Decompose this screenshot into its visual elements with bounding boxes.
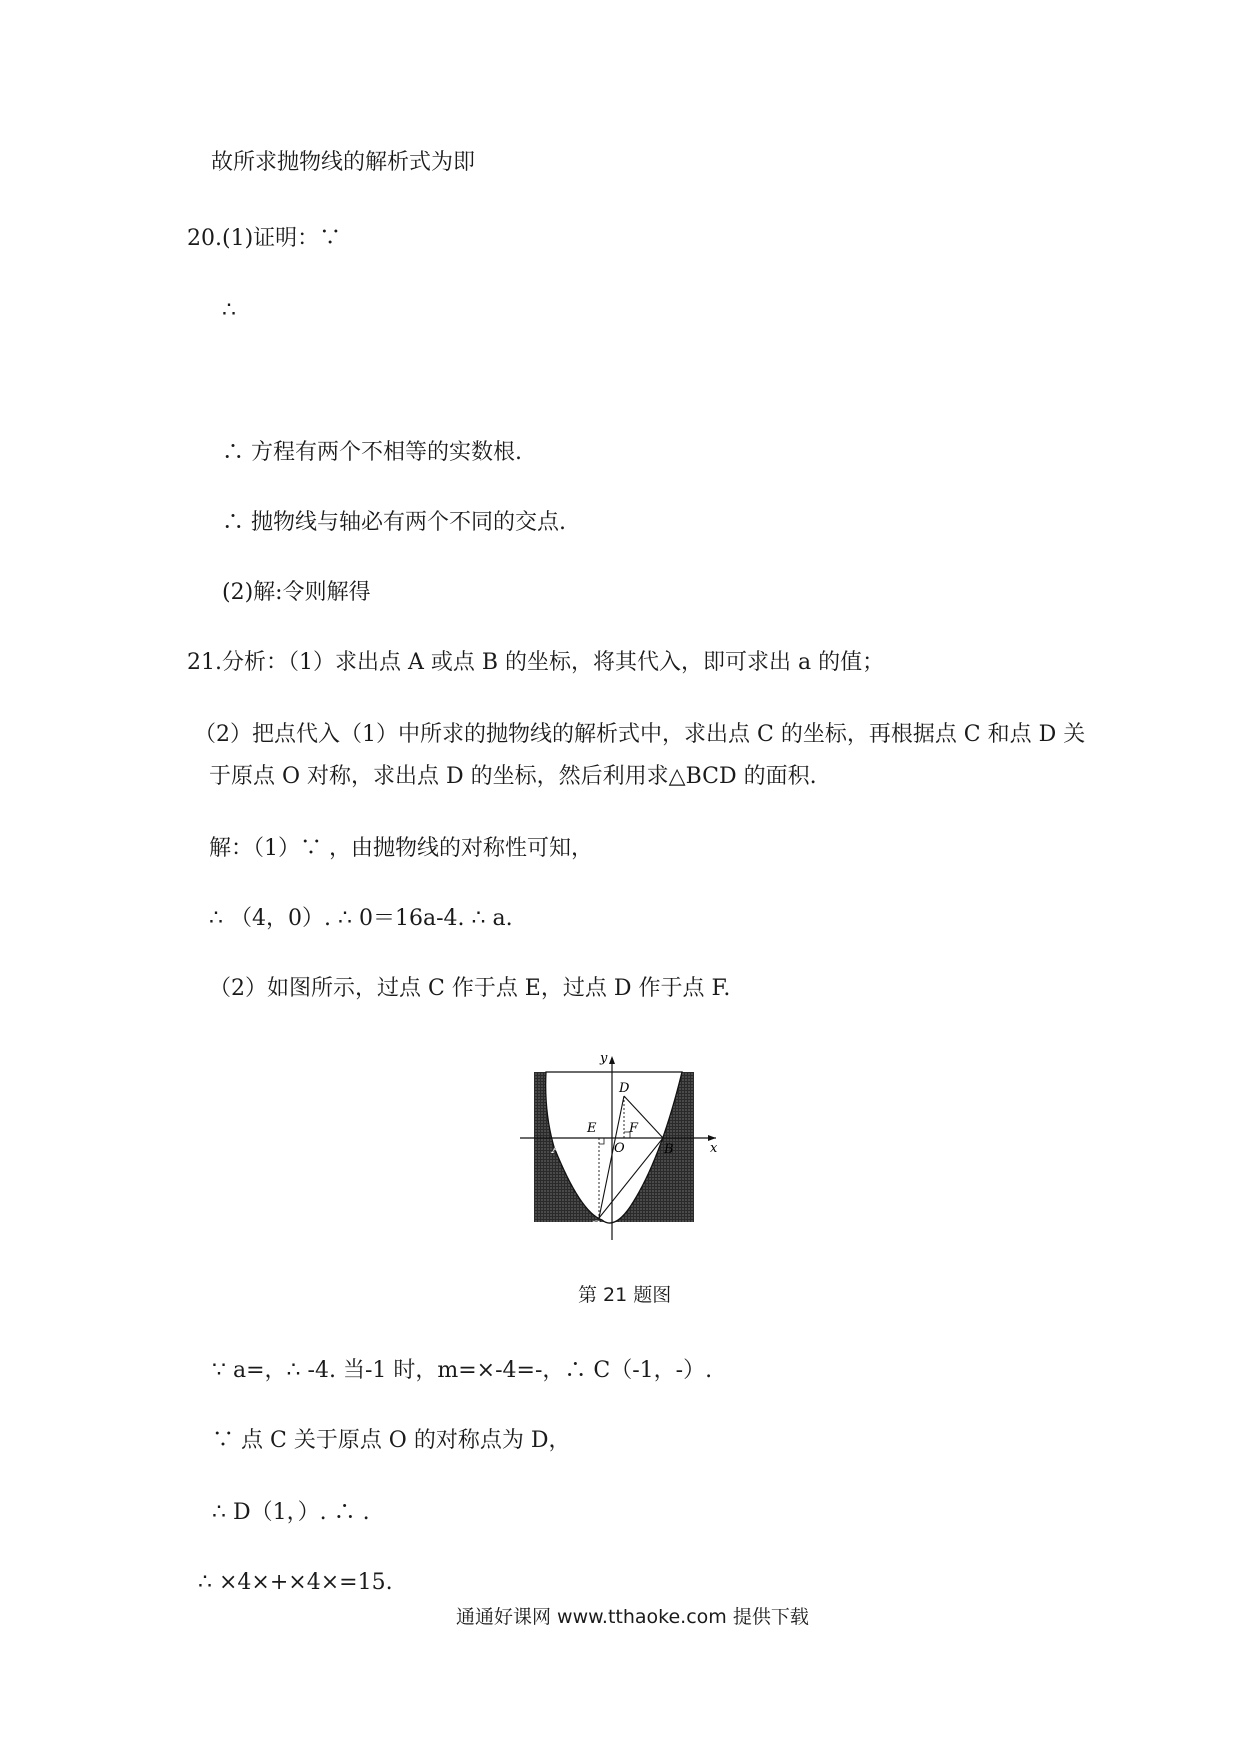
label-b: B bbox=[664, 1142, 674, 1157]
text-line-point-c: ∵ a=，∴ -4. 当-1 时，m=×-4=-，∴ C（-1，-）. bbox=[212, 1358, 713, 1383]
text-line-solution-a: ∴ （4，0）. ∴ 0＝16a-4. ∴ a. bbox=[209, 906, 513, 931]
text-line-q21-analysis: 21.分析：（1）求出点 A 或点 B 的坐标，将其代入，即可求出 a 的值； bbox=[187, 650, 885, 675]
parabola-graph bbox=[520, 1052, 720, 1242]
figure-caption: 第 21 题图 bbox=[578, 1284, 672, 1306]
label-e: E bbox=[587, 1121, 597, 1136]
text-line-q20-proof: 20.(1)证明：∵ bbox=[187, 226, 342, 251]
text-line-symmetric: ∵ 点 C 关于原点 O 的对称点为 D， bbox=[212, 1428, 571, 1453]
text-line-area: ∴ ×4×+×4×=15. bbox=[198, 1570, 393, 1595]
text-line-therefore: ∴ bbox=[222, 298, 236, 323]
text-line-point-d: ∴ D（1，）. ∴ . bbox=[212, 1500, 370, 1525]
text-line-solution-1: 解：（1）∵ ，由抛物线的对称性可知， bbox=[209, 836, 593, 861]
label-x: x bbox=[710, 1141, 718, 1156]
text-line-two-roots: ∴ 方程有两个不相等的实数根. bbox=[222, 440, 522, 465]
text-line-conclusion: 故所求抛物线的解析式为即 bbox=[211, 150, 476, 175]
label-d: D bbox=[619, 1081, 630, 1096]
footer-watermark: 通通好课网 www.tthaoke.com 提供下载 bbox=[456, 1606, 809, 1628]
text-line-two-intersections: ∴ 抛物线与轴必有两个不同的交点. bbox=[222, 510, 566, 535]
text-line-solution-2: （2）如图所示，过点 C 作于点 E，过点 D 作于点 F. bbox=[209, 976, 731, 1001]
text-line-analysis-part2: （2）把点代入（1）中所求的抛物线的解析式中，求出点 C 的坐标，再根据点 C 和点 D 关 bbox=[194, 722, 1086, 747]
y-axis-arrow bbox=[609, 1056, 615, 1064]
label-a: A bbox=[552, 1142, 562, 1157]
label-o: O bbox=[614, 1141, 625, 1156]
text-line-q20-part2: (2)解:令则解得 bbox=[222, 580, 371, 605]
text-line-analysis-part2-cont: 于原点 O 对称，求出点 D 的坐标，然后利用求△BCD 的面积. bbox=[209, 764, 817, 789]
parabola-figure bbox=[520, 1052, 720, 1242]
label-f: F bbox=[629, 1121, 639, 1136]
label-c: C bbox=[590, 1219, 600, 1234]
label-y: y bbox=[600, 1052, 608, 1066]
